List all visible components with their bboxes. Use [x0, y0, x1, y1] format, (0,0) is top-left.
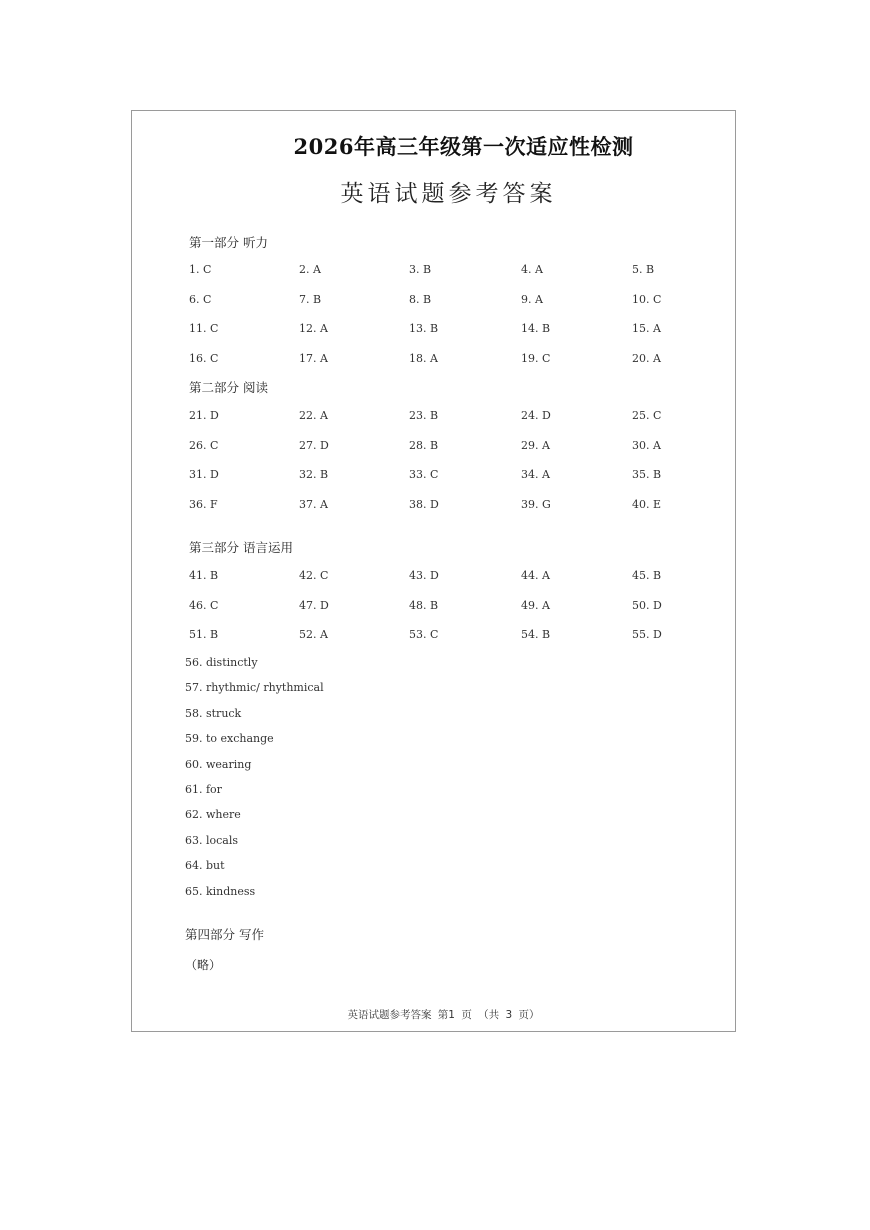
answer-cell: 11. C — [189, 322, 219, 335]
answer-cell: 51. B — [189, 628, 219, 641]
answer-cell: 9. A — [521, 292, 543, 306]
answer-cell: 45. B — [632, 569, 662, 582]
answer-cell: 3. B — [409, 263, 432, 276]
answer-cell: 21. D — [189, 409, 219, 422]
answer-cell: 54. B — [521, 628, 551, 641]
answer-row — [189, 569, 669, 599]
answer-row — [189, 599, 669, 629]
answer-cell: 12. A — [299, 322, 328, 335]
list-item: 60. wearing — [185, 757, 252, 771]
section-heading-writing: 第四部分 写作 — [185, 927, 264, 942]
list-item: 65. kindness — [185, 884, 256, 898]
answer-cell: 4. A — [521, 263, 543, 276]
section-heading-reading: 第二部分 阅读 — [189, 380, 268, 395]
answer-sheet-page — [131, 110, 736, 1032]
answer-cell: 38. D — [409, 497, 439, 511]
list-item: 56. distinctly — [185, 656, 258, 669]
list-item: 61. for — [185, 782, 222, 796]
answer-cell: 28. B — [409, 438, 439, 452]
answer-row — [189, 293, 669, 323]
answer-cell: 37. A — [299, 497, 328, 511]
answer-cell: 34. A — [521, 468, 550, 481]
answer-cell: 46. C — [189, 598, 219, 612]
answer-cell: 18. A — [409, 351, 438, 365]
answer-cell: 22. A — [299, 409, 328, 422]
page-footer: 英语试题参考答案 第1 页 （共 3 页） — [347, 1009, 540, 1021]
answer-cell: 36. F — [189, 497, 218, 511]
document-title: 2026年高三年级第一次适应性检测 — [293, 134, 634, 159]
answer-cell: 23. B — [409, 409, 439, 422]
answer-row — [189, 409, 669, 439]
answer-cell: 49. A — [521, 598, 550, 612]
listening-answers — [189, 263, 669, 381]
answer-cell: 7. B — [299, 292, 322, 306]
answer-cell: 5. B — [632, 263, 655, 276]
language-use-answers — [189, 569, 669, 658]
answer-cell: 2. A — [299, 263, 321, 276]
section-heading-language-use: 第三部分 语言运用 — [189, 540, 293, 555]
list-item: 58. struck — [185, 706, 242, 720]
answer-cell: 31. D — [189, 468, 219, 481]
writing-note: （略） — [185, 958, 222, 972]
answer-row — [189, 628, 669, 658]
answer-row — [189, 352, 669, 382]
list-item: 63. locals — [185, 833, 239, 847]
section-heading-listening: 第一部分 听力 — [189, 235, 268, 250]
answer-cell: 20. A — [632, 351, 661, 365]
answer-cell: 19. C — [521, 351, 551, 365]
answer-cell: 41. B — [189, 569, 219, 582]
answer-cell: 53. C — [409, 628, 439, 641]
answer-cell: 47. D — [299, 598, 329, 612]
answer-row — [189, 263, 669, 293]
fill-in-answers — [185, 656, 324, 910]
answer-cell: 8. B — [409, 292, 432, 306]
answer-cell: 25. C — [632, 409, 662, 422]
answer-cell: 13. B — [409, 322, 439, 335]
answer-cell: 26. C — [189, 438, 219, 452]
list-item: 62. where — [185, 808, 241, 822]
document-subtitle: 英语试题参考答案 — [340, 181, 557, 207]
answer-row — [189, 498, 669, 528]
list-item: 57. rhythmic/ rhythmical — [185, 681, 324, 695]
answer-cell: 6. C — [189, 292, 212, 306]
answer-cell: 17. A — [299, 351, 328, 365]
answer-cell: 39. G — [521, 497, 551, 511]
answer-cell: 14. B — [521, 322, 551, 335]
answer-cell: 30. A — [632, 438, 661, 452]
answer-cell: 42. C — [299, 569, 329, 582]
answer-cell: 50. D — [632, 598, 662, 612]
answer-cell: 32. B — [299, 468, 329, 481]
answer-row — [189, 468, 669, 498]
answer-cell: 10. C — [632, 292, 662, 306]
answer-cell: 15. A — [632, 322, 661, 335]
list-item: 59. to exchange — [185, 732, 274, 746]
answer-cell: 40. E — [632, 497, 662, 511]
answer-cell: 43. D — [409, 569, 439, 582]
answer-cell: 52. A — [299, 628, 328, 641]
answer-cell: 16. C — [189, 351, 219, 365]
reading-answers — [189, 409, 669, 527]
answer-cell: 1. C — [189, 263, 212, 276]
answer-cell: 27. D — [299, 438, 329, 452]
answer-cell: 24. D — [521, 409, 551, 422]
answer-row — [189, 322, 669, 352]
answer-cell: 33. C — [409, 468, 439, 481]
answer-cell: 35. B — [632, 468, 662, 481]
list-item: 64. but — [185, 859, 225, 873]
answer-row — [189, 439, 669, 469]
answer-cell: 48. B — [409, 598, 439, 612]
answer-cell: 29. A — [521, 438, 550, 452]
answer-cell: 55. D — [632, 628, 662, 641]
answer-cell: 44. A — [521, 569, 550, 582]
